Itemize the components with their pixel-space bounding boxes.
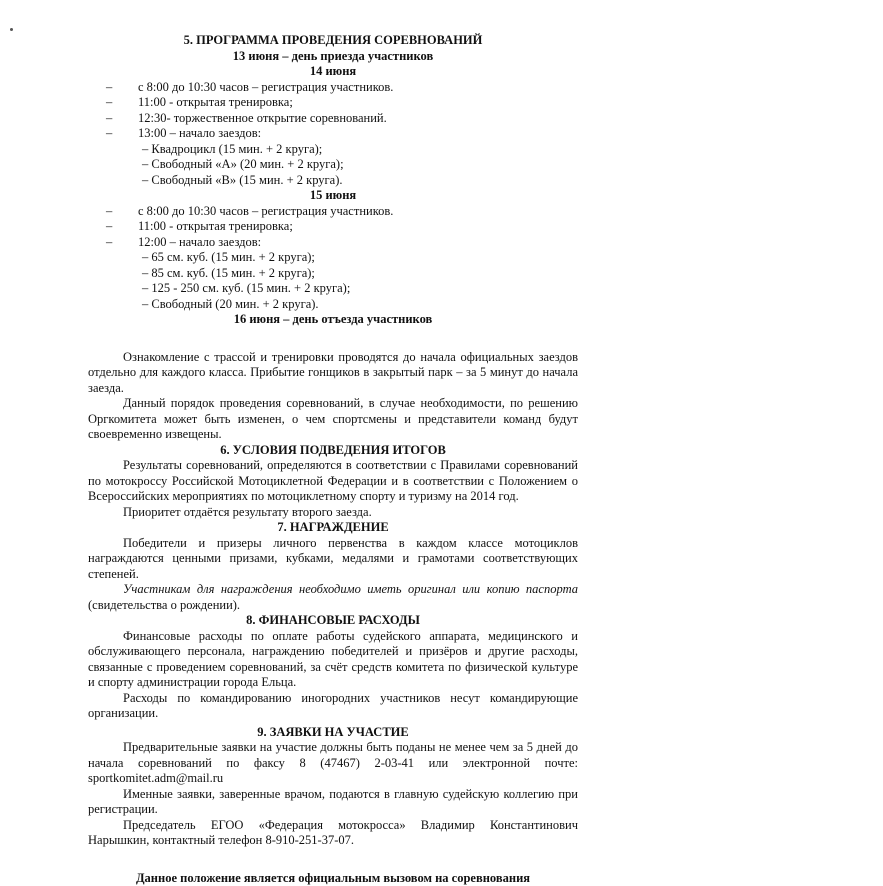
race-item: – Свободный (20 мин. + 2 круга). xyxy=(88,297,578,313)
day-15-title: 15 июня xyxy=(88,188,578,204)
footer-note: Данное положение является официальным вызовом на соревнования xyxy=(88,871,578,886)
scan-dot xyxy=(10,28,13,31)
day-14-title: 14 июня xyxy=(88,64,578,80)
paragraph: Предварительные заявки на участие должны быть поданы не менее чем за 5 дней до начала соревнований по факсу 8 (47467) 2-03-41 или электронной почте: sportkomitet.adm@mail.ru xyxy=(88,740,578,787)
paragraph: Расходы по командированию иногородних участников несут командирующие организации. xyxy=(88,691,578,722)
paragraph: Ознакомление с трассой и тренировки проводятся до начала официальных заездов отдельно для каждого класса. Прибытие гонщиков в закрытый парк – за 5 минут до начала заезда. xyxy=(88,350,578,397)
paragraph: Победители и призеры личного первенства в каждом классе мотоциклов награждаются ценными призами, кубками, медалями и грамотами соответствующих степеней. xyxy=(88,536,578,583)
paragraph: Участникам для награждения необходимо иметь оригинал или копию паспорта (свидетельства о рождении). xyxy=(88,582,578,613)
section-9-title: 9. ЗАЯВКИ НА УЧАСТИЕ xyxy=(88,725,578,741)
paragraph: Приоритет отдаётся результату второго заезда. xyxy=(88,505,578,521)
section-5-title: 5. ПРОГРАММА ПРОВЕДЕНИЯ СОРЕВНОВАНИЙ xyxy=(88,33,578,49)
list-item: – 11:00 - открытая тренировка; xyxy=(88,95,578,111)
race-item: – Свободный «В» (15 мин. + 2 круга). xyxy=(88,173,578,189)
paragraph: Именные заявки, заверенные врачом, подаются в главную судейскую коллегию при регистрации. xyxy=(88,787,578,818)
list-item: – 12:30- торжественное открытие соревнований. xyxy=(88,111,578,127)
list-item: – 11:00 - открытая тренировка; xyxy=(88,219,578,235)
paragraph: Финансовые расходы по оплате работы судейского аппарата, медицинского и обслуживающего персонала, награждению победителей и призёров и другие расходы, связанные с проведением соревнований, за счёт средств комитета по физической культуре и спорту администрации города Ельца. xyxy=(88,629,578,691)
list-item: – с 8:00 до 10:30 часов – регистрация участников. xyxy=(88,80,578,96)
race-item: – Свободный «А» (20 мин. + 2 круга); xyxy=(88,157,578,173)
race-item: – 125 - 250 см. куб. (15 мин. + 2 круга); xyxy=(88,281,578,297)
paragraph: Председатель ЕГОО «Федерация мотокросса» Владимир Константинович Нарышкин, контактный телефон 8-910-251-37-07. xyxy=(88,818,578,849)
departure-day: 16 июня – день отъезда участников xyxy=(88,312,578,328)
race-item: – 65 см. куб. (15 мин. + 2 круга); xyxy=(88,250,578,266)
section-6-title: 6. УСЛОВИЯ ПОДВЕДЕНИЯ ИТОГОВ xyxy=(88,443,578,459)
list-item: – 13:00 – начало заездов: xyxy=(88,126,578,142)
section-8-title: 8. ФИНАНСОВЫЕ РАСХОДЫ xyxy=(88,613,578,629)
arrival-day: 13 июня – день приезда участников xyxy=(88,49,578,65)
document-page xyxy=(88,33,578,886)
list-item: – с 8:00 до 10:30 часов – регистрация участников. xyxy=(88,204,578,220)
italic-text: Участникам для награждения необходимо иметь оригинал или копию паспорта xyxy=(123,582,578,596)
section-7-title: 7. НАГРАЖДЕНИЕ xyxy=(88,520,578,536)
list-item: – 12:00 – начало заездов: xyxy=(88,235,578,251)
race-item: – Квадроцикл (15 мин. + 2 круга); xyxy=(88,142,578,158)
race-item: – 85 см. куб. (15 мин. + 2 круга); xyxy=(88,266,578,282)
paragraph: Данный порядок проведения соревнований, в случае необходимости, по решению Оргкомитета может быть изменен, о чем спортсмены и представители команд будут своевременно извещены. xyxy=(88,396,578,443)
paragraph: Результаты соревнований, определяются в соответствии с Правилами соревнований по мотокроссу Российской Мотоциклетной Федерации и в соответствии с Положением о Всероссийских мероприятиях по мотоциклетному спорту и туризму на 2014 год. xyxy=(88,458,578,505)
